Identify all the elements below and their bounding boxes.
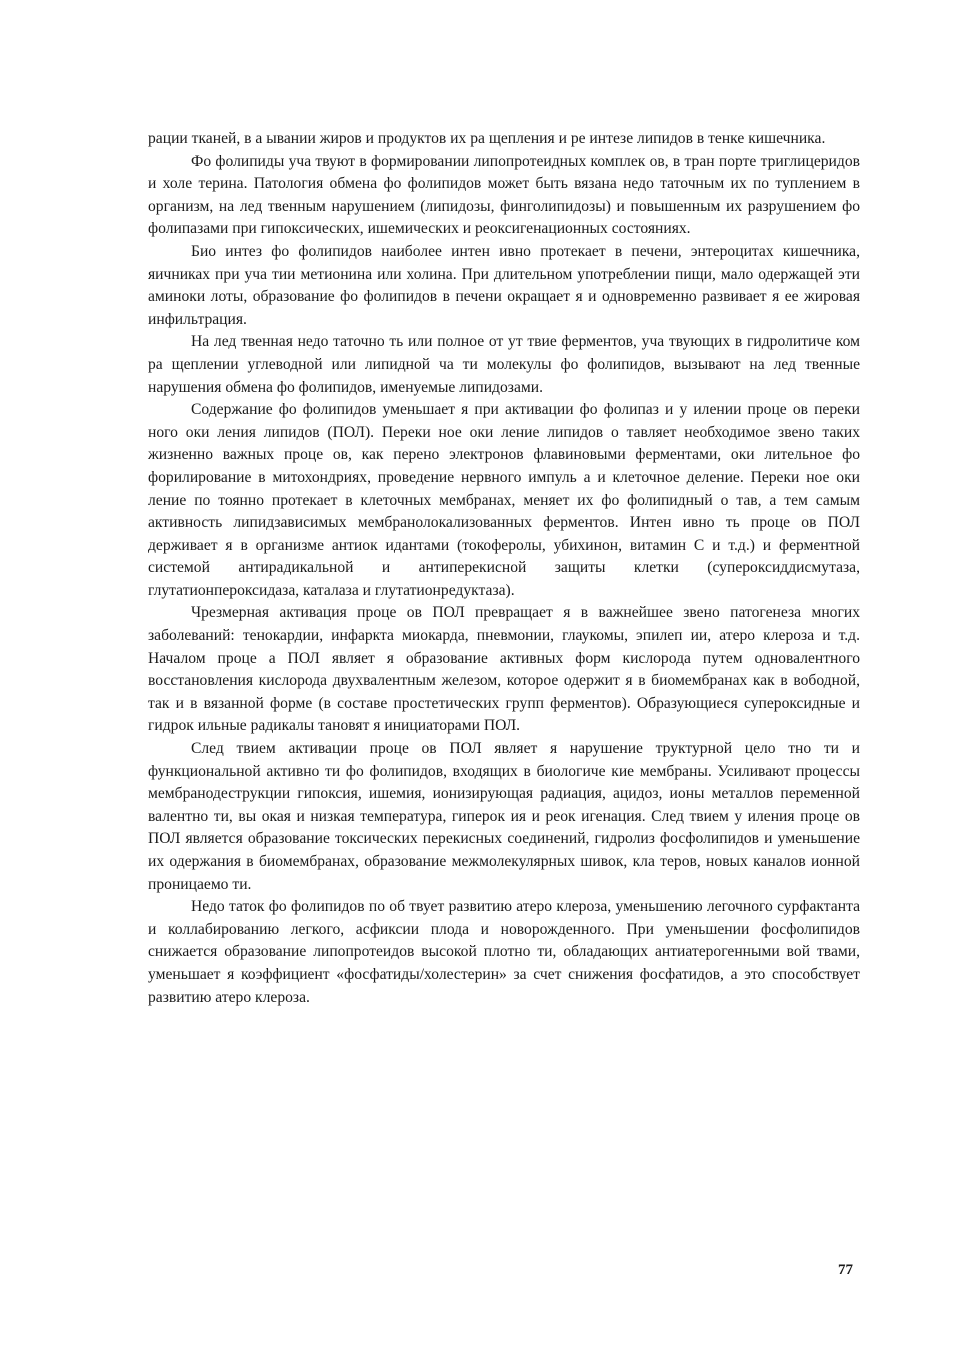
paragraph-phospholipids-function: Фо фолипиды уча твуют в формировании липопротеидных комплек ов, в тран порте триглицеридов и холе терина. Патология обмена фо фолипидов может быть вязана недо таточным их по туплением в организм, на лед твенным нарушением (липидозы, финголипидозы) и повышенным их разрушением фо фолипазами при гипоксических, ишемических и реоксигенационных состояниях. [148, 152, 860, 238]
paragraph-excessive-activation: Чрезмерная активация проце ов ПОЛ превращает я в важнейшее звено патогенеза многих заболеваний: тенокардии, инфаркта миокарда, пневмонии, глаукомы, эпилеп ии, атеро клероза и т.д. Началом проце а ПОЛ являет я образование активных форм кислорода путем одновалентного восстановления кислорода двухвалентным железом, которое одержит я в биомембранах как в вободной, так и в вязанной форме (в составе простетических групп ферментов). Образующиеся супероксидные и гидрок ильные радикалы тановят я инициаторами ПОЛ. [148, 604, 860, 735]
paragraph-deficiency: Недо таток фо фолипидов по об твует развитию атеро клероза, уменьшению легочного сурфактанта и коллабированию легкого, асфиксии плода и новорожденного. При уменьшении фосфолипидов снижается образование липопротеидов высокой плотно ти, обладающих антиатерогенными вой твами, уменьшает я коэффициент «фосфатиды/холестерин» за счет снижения фосфатидов, а это способствует развитию атеро клероза. [148, 898, 860, 1006]
paragraph-biosynthesis: Био интез фо фолипидов наиболее интен ивно протекает в печени, энтероцитах кишечника, яичниках при уча тии метионина или холина. При длительном употреблении пищи, мало одержащей эти аминоки лоты, образование фо фолипидов в печени окращает я и одновременно развивает я ее жировая инфильтрация. [148, 242, 860, 328]
paragraph-lipidoses: На лед твенная недо таточно ть или полное от ут твие ферментов, уча твующих в гидролитиче ком ра щеплении углеводной или липидной ча ти молекулы фо фолипидов, вызывают на лед твенные нарушения обмена фо фолипидов, именуемые липидозами. [148, 333, 860, 396]
document-body [148, 128, 860, 1009]
page-number: 77 [838, 1262, 853, 1278]
paragraph-consequences: След твием активации проце ов ПОЛ являет я нарушение труктурной цело тно ти и функциональной активно ти фо фолипидов, входящих в биологиче кие мембраны. Усиливают процессы мембранодеструкции гипоксия, ишемия, ионизирующая радиация, ацидоз, ионы металлов переменной валентно ти, вы окая и низкая температура, гиперок ия и реок игенация. След твием у иления проце ов ПОЛ является образование токсических перекисных соединений, гидролиз фосфолипидов и уменьшение их одержания в биомембранах, образование межмолекулярных шивок, кла теров, новых каналов ионной проницаемо ти. [148, 740, 860, 893]
paragraph-continuation: рации тканей, в а ывании жиров и продуктов их ра щепления и ре интезе липидов в тенке кишечника. [148, 130, 826, 147]
paragraph-lipid-peroxidation: Содержание фо фолипидов уменьшает я при активации фо фолипаз и у илении проце ов переки ного оки ления липидов (ПОЛ). Переки ное оки ление липидов о тавляет необходимое звено таких жизненно важных проце ов, как перено электронов флавиновыми ферментами, оки лительное фо форилирование в митохондриях, проведение нервного импуль а и клеточное деление. Переки ное оки ление по тоянно протекает в клеточных мембранах, меняет их фо фолипидный о тав, а тем самым активность липидзависимых мембранолокализованных ферментов. Интен ивно ть проце ов ПОЛ держивает я в организме антиок идантами (токоферолы, убихинон, витамин С и т.д.) и ферментной системой антирадикальной и антиперекисной защиты клетки (супероксиддисмутаза, глутатионпероксидаза, каталаза и глутатионредуктаза). [148, 401, 860, 599]
